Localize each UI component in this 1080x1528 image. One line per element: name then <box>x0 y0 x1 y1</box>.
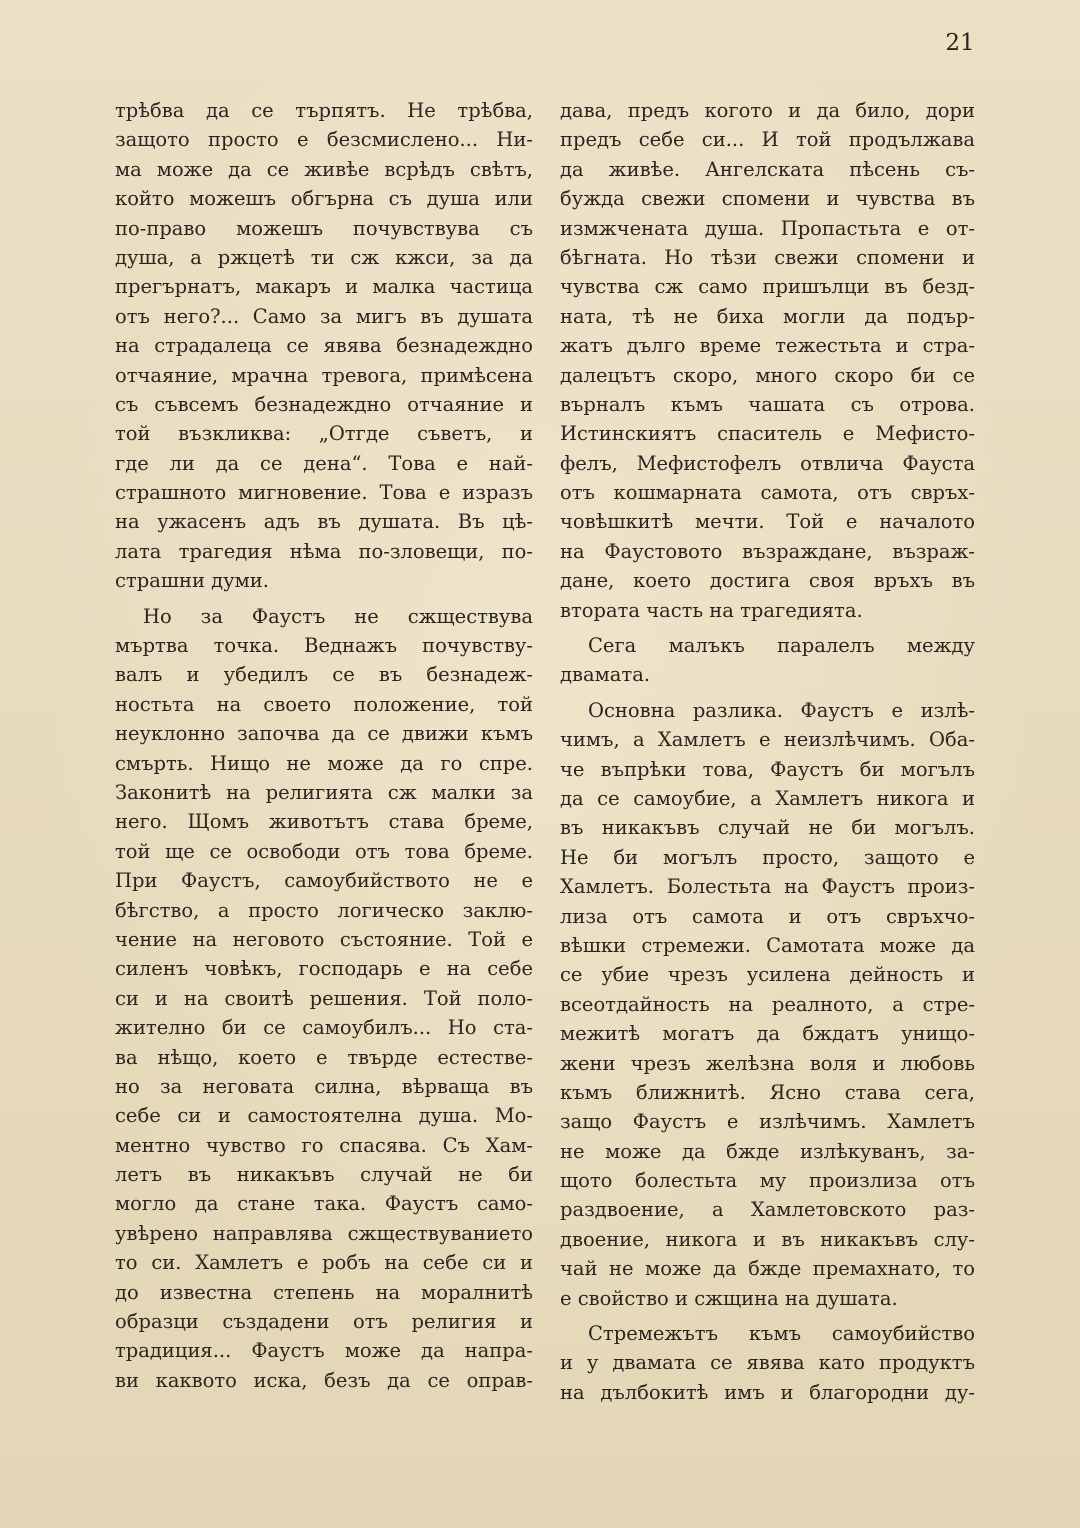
text-line: то си. Хамлетъ е робъ на себе си и <box>115 1251 533 1275</box>
left-column <box>115 96 533 1395</box>
text-line: жени чрезъ желѣзна воля и любовь <box>560 1051 975 1075</box>
text-line: той възкликва: „Отгде съветъ, и <box>115 422 533 446</box>
text-line: При Фаустъ, самоубийството не е <box>115 869 533 893</box>
text-line: смърть. Нищо не може да го спре. <box>115 751 533 775</box>
text-line: образци създадени отъ религия и <box>115 1310 533 1334</box>
text-line: чувства сж само пришълци въ безд- <box>560 275 975 299</box>
text-line: вѣшки стремежи. Самотата може да <box>560 933 975 957</box>
text-line: традиция... Фаустъ може да напра- <box>115 1339 533 1363</box>
text-line: да се самоубие, а Хамлетъ никога и <box>560 786 975 810</box>
text-line: къмъ ближнитѣ. Ясно става сега, <box>560 1080 975 1104</box>
text-line: дане, което достига своя връхъ въ <box>560 569 975 593</box>
text-line: чимъ, а Хамлетъ е неизлѣчимъ. Оба- <box>560 728 975 752</box>
text-line: межитѣ могатъ да бждатъ унищо- <box>560 1022 975 1046</box>
text-line: на страдалеца се явява безнадеждно <box>115 334 533 358</box>
text-line: прегърнатъ, макаръ и малка частица <box>115 275 533 299</box>
text-line: Сега малъкъ паралелъ между <box>588 634 975 658</box>
text-line: чай не може да бжде премахнато, то <box>560 1257 975 1281</box>
text-line: по-право можешъ почувствува съ <box>115 216 533 240</box>
text-line: и у двамата се явява като продуктъ <box>560 1351 975 1375</box>
text-line: върналъ къмъ чашата съ отрова. <box>560 392 975 416</box>
text-line: на Фаустовото възраждане, възраж- <box>560 539 975 563</box>
text-line: защото просто е безсмислено... Ни- <box>115 128 533 152</box>
text-line: увѣрено направлява сжществуванието <box>115 1221 533 1245</box>
text-line: Основна разлика. Фаустъ е излѣ- <box>588 698 975 722</box>
text-line: не може да бжде излѣкуванъ, за- <box>560 1139 975 1163</box>
text-line: Истинскиятъ спаситель е Мефисто- <box>560 422 975 446</box>
text-line: ментно чувство го спасява. Съ Хам- <box>115 1133 533 1157</box>
text-line: да живѣе. Ангелската пѣсень съ- <box>560 157 975 181</box>
text-line: силенъ човѣкъ, господарь е на себе <box>115 957 533 981</box>
text-line: жатъ дълго време тежестьта и стра- <box>560 334 975 358</box>
text-line: валъ и убедилъ се въ безнадеж- <box>115 663 533 687</box>
text-line: защо Фаустъ е излѣчимъ. Хамлетъ <box>560 1110 975 1134</box>
text-line: ната, тѣ не биха могли да подър- <box>560 304 975 328</box>
text-line: е свойство и сжщина на душата. <box>560 1286 898 1310</box>
text-line: двоение, никога и въ никакъвъ слу- <box>560 1227 975 1251</box>
text-line: си и на своитѣ решения. Той поло- <box>115 986 533 1010</box>
text-line: всеотдайность на реалното, а стре- <box>560 992 975 1016</box>
text-line: предъ себе си... И той продължава <box>560 128 975 152</box>
text-line: него. Щомъ животътъ става бреме, <box>115 810 533 834</box>
text-line: въ никакъвъ случай не би могълъ. <box>560 816 975 840</box>
text-line: могло да стане така. Фаустъ само- <box>115 1192 533 1216</box>
text-line: щото болестьта му произлиза отъ <box>560 1169 975 1193</box>
text-line: себе си и самостоятелна душа. Мо- <box>115 1104 533 1128</box>
text-line: неуклонно започва да се движи къмъ <box>115 722 533 746</box>
right-column <box>560 96 975 1407</box>
text-line: Не би могълъ просто, защото е <box>560 845 975 869</box>
text-line: жително би се самоубилъ... Но ста- <box>115 1016 533 1040</box>
text-line: той ще се освободи отъ това бреме. <box>115 839 533 863</box>
text-line: лата трагедия нѣма по-зловещи, по- <box>115 539 533 563</box>
text-line: ностьта на своето положение, той <box>115 692 533 716</box>
text-line: трѣбва да се търпятъ. Не трѣбва, <box>115 99 533 122</box>
text-line: бѣгната. Но тѣзи свежи спомени и <box>560 245 975 269</box>
text-line: се убие чрезъ усилена дейность и <box>560 963 975 987</box>
text-line: но за неговата силна, вѣрваща въ <box>115 1074 533 1098</box>
text-line: измжчената душа. Пропастьта е от- <box>560 216 975 240</box>
text-line: лиза отъ самота и отъ свръхчо- <box>560 904 975 928</box>
text-line: ва нѣщо, което е твърде естестве- <box>115 1045 533 1069</box>
text-line: бужда свежи спомени и чувства въ <box>560 187 975 211</box>
text-line: раздвоение, а Хамлетовското раз- <box>560 1198 975 1222</box>
text-line: че въпрѣки това, Фаустъ би могълъ <box>560 757 975 781</box>
text-line: где ли да се дена“. Това е най- <box>115 451 533 475</box>
text-line: бѣгство, а просто логическо заклю- <box>115 898 533 922</box>
text-line: отъ него?... Само за мигъ въ душата <box>115 304 533 328</box>
text-line: Стремежътъ къмъ самоубийство <box>588 1322 975 1346</box>
text-line: Хамлетъ. Болестьта на Фаустъ произ- <box>560 875 975 899</box>
text-line: далецътъ скоро, много скоро би се <box>560 363 975 387</box>
text-line: отъ кошмарната самота, отъ свръх- <box>560 481 975 505</box>
text-line: страшното мигновение. Това е изразъ <box>115 481 533 505</box>
text-line: душа, а ржцетѣ ти сж кжси, за да <box>115 245 533 269</box>
text-line: страшни думи. <box>115 569 269 593</box>
text-line: Законитѣ на религията сж малки за <box>115 780 533 804</box>
text-line: Но за Фаустъ не сжществува <box>143 604 533 628</box>
text-line: дава, предъ когото и да било, дори <box>560 99 975 122</box>
text-line: втората часть на трагедията. <box>560 598 863 622</box>
text-line: мъртва точка. Веднажъ почувству- <box>115 634 533 658</box>
text-line: съ съвсемъ безнадеждно отчаяние и <box>115 392 533 416</box>
text-line: който можешъ обгърна съ душа или <box>115 187 533 211</box>
text-line: ма може да се живѣе всрѣдъ свѣтъ, <box>115 157 533 181</box>
text-line: летъ въ никакъвъ случай не би <box>115 1163 533 1187</box>
text-line: фелъ, Мефистофелъ отвлича Фауста <box>560 451 975 475</box>
text-line: човѣшкитѣ мечти. Той е началото <box>560 510 975 534</box>
text-line: на дълбокитѣ имъ и благородни ду- <box>560 1380 975 1404</box>
text-line: ви каквото иска, безъ да се оправ- <box>115 1368 533 1392</box>
text-line: чение на неговото състояние. Той е <box>115 927 533 951</box>
text-line: двамата. <box>560 663 651 687</box>
text-line: до известна степень на моралнитѣ <box>115 1280 533 1304</box>
text-line: отчаяние, мрачна тревога, примѣсена <box>115 363 533 387</box>
text-line: на ужасенъ адъ въ душата. Въ цѣ- <box>115 510 533 534</box>
page-number: 21 <box>945 30 975 56</box>
